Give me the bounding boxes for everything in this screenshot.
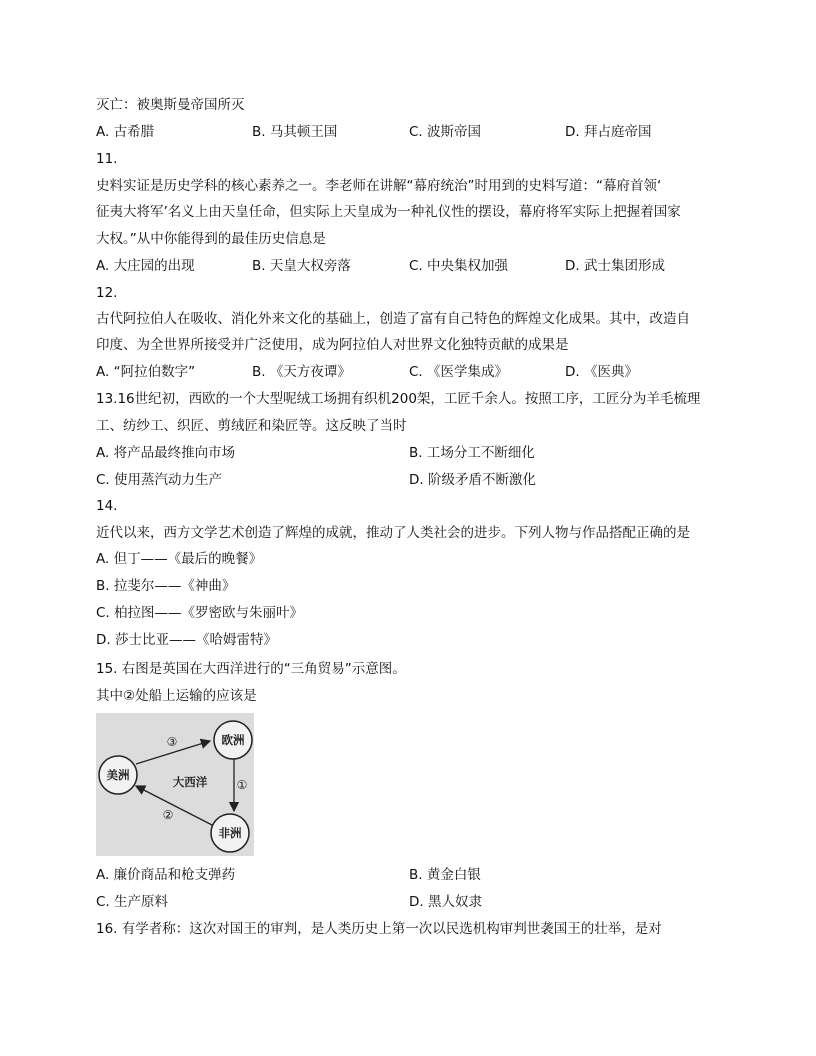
q12-stem-line-2: 印度、为全世界所接受并广泛使用，成为阿拉伯人对世界文化独特贡献的成果是 (96, 337, 569, 353)
q12-option-b[interactable]: B. 《天方夜谭》 (252, 364, 351, 380)
q10-option-c[interactable]: C. 波斯帝国 (409, 124, 482, 140)
q12-option-a[interactable]: A. “阿拉伯数字” (96, 364, 196, 380)
q15-stem-line-1: 15. 右图是英国在大西洋进行的“三角贸易”示意图。 (96, 661, 406, 677)
q11-stem-line-2: 征夷大将军’名义上由天皇任命，但实际上天皇成为一种礼仪性的摆设，幕府将军实际上把握着国家 (96, 204, 681, 220)
q13-option-d[interactable]: D. 阶级矛盾不断激化 (409, 472, 536, 488)
q10-tail: 灭亡：被奥斯曼帝国所灭 (96, 97, 245, 113)
q13-stem-line-1: 13.16世纪初，西欧的一个大型呢绒工场拥有织机200架，工匠千余人。按照工序，工匠分为羊毛梳理 (96, 391, 701, 407)
q15-option-c[interactable]: C. 生产原料 (96, 894, 169, 910)
q15-option-a[interactable]: A. 廉价商品和枪支弹药 (96, 867, 236, 883)
europe-label: 欧洲 (221, 733, 245, 747)
q10-option-a[interactable]: A. 古希腊 (96, 124, 155, 140)
q15-stem-line-2: 其中②处船上运输的应该是 (96, 688, 257, 704)
route-3-label: ③ (166, 735, 178, 749)
q11-number: 11. (96, 151, 118, 167)
q11-stem-line-1: 史料实证是历史学科的核心素养之一。李老师在讲解“幕府统治”时用到的史料写道：“幕府首领‘ (96, 178, 662, 194)
q14-option-d[interactable]: D. 莎士比亚——《哈姆雷特》 (96, 632, 277, 648)
q14-number: 14. (96, 498, 118, 514)
q12-option-d[interactable]: D. 《医典》 (565, 364, 638, 380)
q12-option-c[interactable]: C. 《医学集成》 (409, 364, 509, 380)
q12-stem-line-1: 古代阿拉伯人在吸收、消化外来文化的基础上，创造了富有自己特色的辉煌文化成果。其中，改造自 (96, 311, 690, 327)
q14-option-c[interactable]: C. 柏拉图——《罗密欧与朱丽叶》 (96, 605, 304, 621)
q11-option-d[interactable]: D. 武士集团形成 (565, 258, 665, 274)
route-1-label: ① (236, 778, 248, 792)
route-2-arrow (136, 786, 212, 825)
africa-label: 非洲 (218, 826, 242, 840)
q16-stem-line-1: 16. 有学者称：这次对国王的审判，是人类历史上第一次以民选机构审判世袭国王的壮举，是对 (96, 921, 662, 937)
q13-stem-line-2: 工、纺纱工、织匠、剪绒匠和染匠等。这反映了当时 (96, 418, 407, 434)
q11-option-a[interactable]: A. 大庄园的出现 (96, 258, 195, 274)
q14-option-b[interactable]: B. 拉斐尔——《神曲》 (96, 578, 236, 594)
q12-number: 12. (96, 285, 118, 301)
ocean-label: 大西洋 (172, 775, 208, 789)
q15-option-d[interactable]: D. 黑人奴隶 (409, 894, 482, 910)
q10-option-d[interactable]: D. 拜占庭帝国 (565, 124, 652, 140)
triangle-trade-svg (96, 713, 254, 856)
route-2-label: ② (162, 808, 174, 822)
q11-option-b[interactable]: B. 天皇大权旁落 (252, 258, 351, 274)
q11-option-c[interactable]: C. 中央集权加强 (409, 258, 509, 274)
q15-option-b[interactable]: B. 黄金白银 (409, 867, 481, 883)
q13-option-a[interactable]: A. 将产品最终推向市场 (96, 445, 236, 461)
q10-option-b[interactable]: B. 马其顿王国 (252, 124, 338, 140)
q14-stem-line-1: 近代以来，西方文学艺术创造了辉煌的成就，推动了人类社会的进步。下列人物与作品搭配正确的是 (96, 525, 690, 541)
q14-option-a[interactable]: A. 但丁——《最后的晚餐》 (96, 551, 263, 567)
q13-option-b[interactable]: B. 工场分工不断细化 (409, 445, 535, 461)
triangle-trade-diagram (96, 713, 254, 856)
q11-stem-line-3: 大权。”从中你能得到的最佳历史信息是 (96, 231, 326, 247)
america-label: 美洲 (106, 768, 130, 782)
q13-option-c[interactable]: C. 使用蒸汽动力生产 (96, 472, 223, 488)
